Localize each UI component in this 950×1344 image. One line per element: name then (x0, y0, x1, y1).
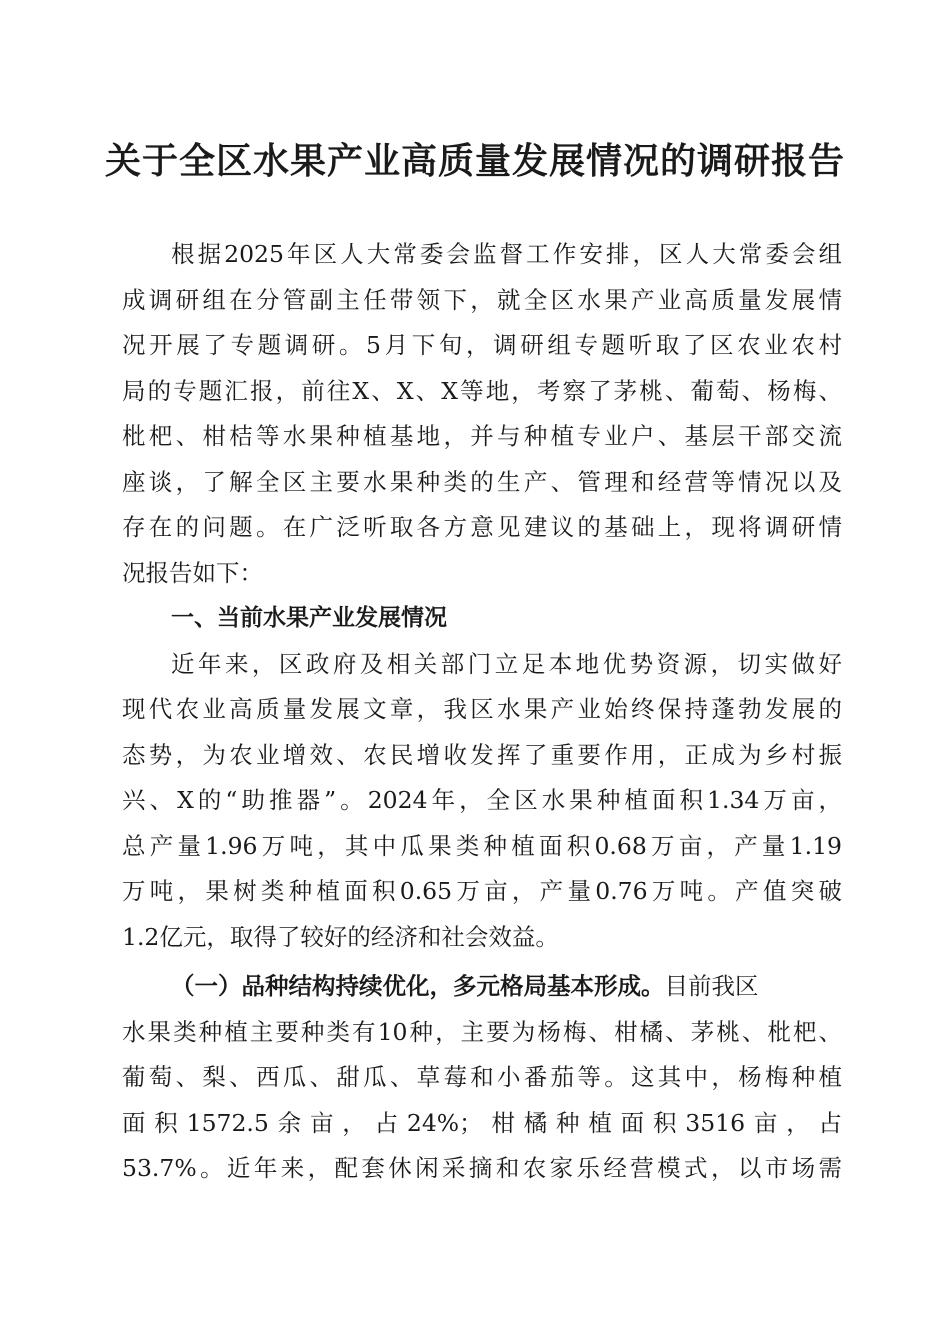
paragraph-line: 葡萄、梨、西瓜、甜瓜、草莓和小番茄等。这其中，杨梅种植 (122, 1063, 842, 1091)
paragraph-line: 面积1572.5余亩，占24%；柑橘种植面积3516亩，占 (122, 1108, 842, 1137)
paragraph-line: 枇杷、柑桔等水果种植基地，并与种植专业户、基层干部交流 (122, 422, 842, 450)
paragraph-line: 成调研组在分管副主任带领下，就全区水果产业高质量发展情 (122, 285, 842, 314)
paragraph-line: 根据2025年区人大常委会监督工作安排，区人大常委会组 (171, 240, 842, 268)
paragraph-text: 目前我区 (664, 972, 759, 1000)
paragraph-line: 总产量1.96万吨，其中瓜果类种植面积0.68万亩，产量1.19 (122, 831, 842, 860)
paragraph-line: 况开展了专题调研。5月下旬，调研组专题听取了区农业农村 (122, 331, 842, 359)
paragraph-line: 万吨，果树类种植面积0.65万亩，产量0.76万吨。产值突破 (122, 877, 842, 905)
subsection-heading: （一）品种结构持续优化，多元格局基本形成。 (171, 972, 665, 1000)
paragraph-line: 兴、X的“助推器”。2024年，全区水果种植面积1.34万亩， (122, 786, 842, 814)
paragraph-line: 水果类种植主要种类有10种，主要为杨梅、柑橘、茅桃、枇杷、 (122, 1017, 842, 1046)
document-body (122, 232, 842, 1192)
section-heading: 一、当前水果产业发展情况 (171, 605, 447, 631)
paragraph-line: 1.2亿元，取得了较好的经济和社会效益。 (122, 922, 559, 951)
paragraph-line (122, 964, 842, 1010)
paragraph-line: 座谈，了解全区主要水果种类的生产、管理和经营等情况以及 (122, 467, 842, 496)
paragraph-line: 53.7%。近年来，配套休闲采摘和农家乐经营模式，以市场需 (122, 1154, 842, 1182)
paragraph-line: 况报告如下： (122, 558, 263, 587)
paragraph-line: 现代农业高质量发展文章，我区水果产业始终保持蓬勃发展的 (122, 695, 842, 723)
paragraph-line: 近年来，区政府及相关部门立足本地优势资源，切实做好 (171, 649, 842, 678)
paragraph-line: 局的专题汇报，前往X、X、X等地，考察了茅桃、葡萄、杨梅、 (122, 376, 842, 405)
paragraph-line: 存在的问题。在广泛听取各方意见建议的基础上，现将调研情 (122, 513, 842, 541)
paragraph-line: 态势，为农业增效、农民增收发挥了重要作用，正成为乡村振 (122, 740, 842, 769)
document-title: 关于全区水果产业高质量发展情况的调研报告 (104, 140, 845, 182)
